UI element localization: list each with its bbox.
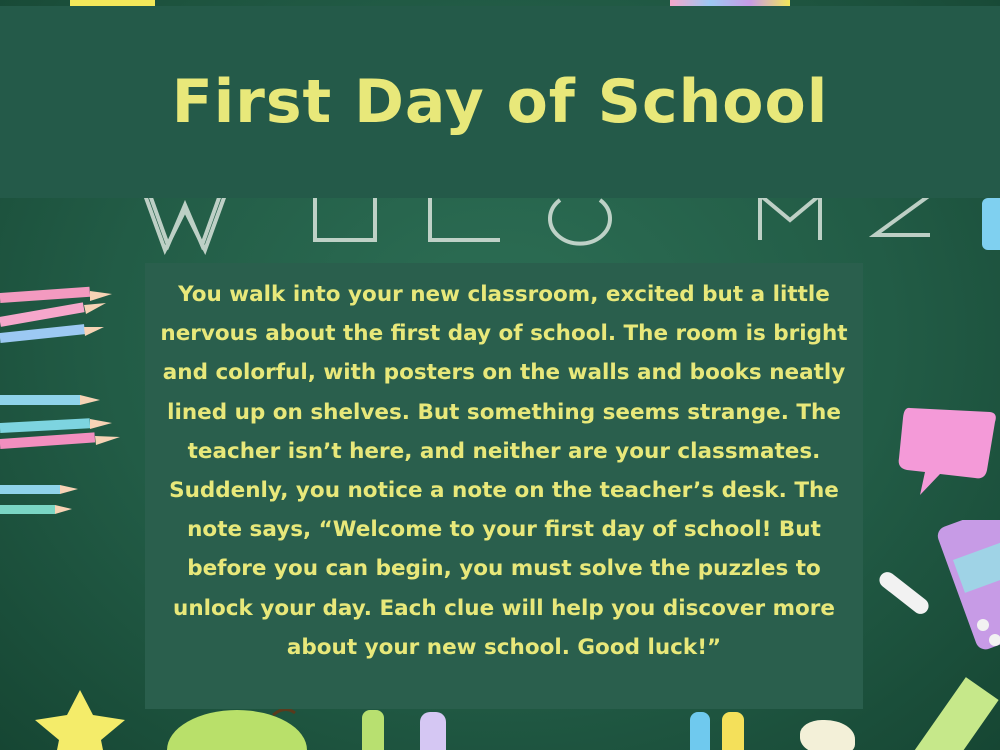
green-crayon [362,710,384,750]
blue-crayon [690,712,710,750]
chalk-stick [876,569,932,617]
chalk-welcome-lettering [140,190,940,260]
story-text: You walk into your new classroom, excited but a little nervous about the first day of school. The room is bright and colorful, with posters on the walls and books neatly lined up on shelves. But something seems strange. The teacher isn’t here, and neither are your classmates. Suddenly, you notice a note on the teacher’s desk. The note says, “Welcome to your first day of school! But before you can begin, you must solve the puzzles to unlock your day. Each clue will help you discover more about your new school. Good luck!” [160,282,848,660]
lavender-crayon [420,712,446,750]
story-panel [145,263,863,709]
crumpled-paper [800,720,855,750]
green-eraser [911,677,998,750]
green-apple [165,705,310,750]
yellow-crayon [722,712,744,750]
title-banner [0,6,1000,198]
page-title: First Day of School [171,67,829,137]
blue-sticky-note [982,198,1000,250]
colored-pencils-left [0,285,130,525]
calculator [925,520,1000,670]
yellow-star-decoration [35,690,130,750]
pink-speech-bubble-note [895,400,1000,500]
